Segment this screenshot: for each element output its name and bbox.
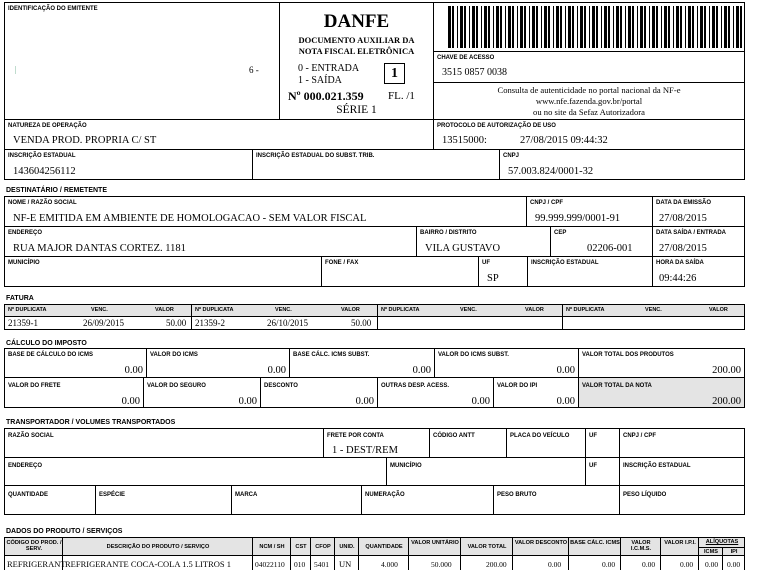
dest-ie-label: INSCRIÇÃO ESTADUAL — [531, 260, 599, 266]
barcode-bar — [664, 6, 667, 48]
prod-aliq-ipi: 0.00 — [727, 560, 741, 569]
barcode-bar — [700, 6, 703, 48]
dest-hora-value: 09:44:26 — [659, 273, 697, 284]
prod-h-quantidade: QUANTIDADE — [365, 544, 403, 550]
produtos-section-title: DADOS DO PRODUTO / SERVIÇOS — [6, 528, 123, 535]
protocolo-value: 13515000: — [442, 135, 487, 146]
barcode — [448, 6, 748, 48]
danfe-box — [279, 2, 434, 120]
prod-h-unid: UNID. — [339, 544, 355, 550]
ie-subst-label: INSCRIÇÃO ESTADUAL DO SUBST. TRIB. — [256, 153, 375, 159]
barcode-bar — [613, 6, 614, 48]
imposto-base-icms — [4, 348, 147, 378]
barcode-bar — [560, 6, 562, 48]
danfe-saida: 1 - SAÍDA — [298, 75, 342, 86]
imposto-outras-value: 0.00 — [471, 396, 490, 407]
fatura-valor-2: 50.00 — [351, 318, 372, 328]
imposto-base-subst — [289, 348, 435, 378]
barcode-bar — [637, 6, 638, 48]
imposto-valor-subst-label: VALOR DO ICMS SUBST. — [438, 352, 509, 358]
danfe-serie: SÉRIE 1 — [336, 104, 377, 116]
prod-cfop: 5401 — [314, 560, 329, 569]
barcode-bar — [488, 6, 490, 48]
danfe-subtitle-1: DOCUMENTO AUXILIAR DA — [298, 35, 415, 45]
fatura-venc-2: 26/10/2015 — [267, 318, 309, 328]
imposto-ipi — [493, 377, 579, 408]
natureza-label: NATUREZA DE OPERAÇÃO — [8, 123, 87, 129]
barcode-bar — [452, 6, 454, 48]
prod-quantidade: 4.000 — [381, 560, 398, 569]
transportador-section-title: TRANSPORTADOR / VOLUMES TRANSPORTADOS — [6, 419, 176, 426]
transp-quantidade-label: QUANTIDADE — [8, 492, 48, 498]
dest-bairro-box — [416, 226, 551, 257]
produtos-col-line — [698, 537, 699, 570]
prod-h-icms: VALOR I.C.M.S. — [630, 540, 652, 552]
barcode-bar — [661, 6, 662, 48]
barcode-bar — [484, 6, 487, 48]
chave-label: CHAVE DE ACESSO — [437, 55, 495, 61]
imposto-total-nota — [578, 377, 745, 408]
fatura-col-div-1 — [191, 305, 192, 329]
produtos-col-line — [334, 537, 335, 570]
transp-numeracao-label: NUMERAÇÃO — [365, 492, 405, 498]
dest-nome-value: NF-E EMITIDA EM AMBIENTE DE HOMOLOGACAO - SEM VALOR FISCAL — [13, 213, 367, 224]
transp-frete-value: 1 - DEST/REM — [332, 445, 398, 456]
prod-base: 0.00 — [602, 560, 616, 569]
produtos-col-line — [460, 537, 461, 570]
prod-h-desconto: VALOR DESCONTO — [514, 540, 568, 546]
barcode-bar — [649, 6, 650, 48]
transp-placa — [506, 428, 586, 458]
imposto-valor-subst-value: 0.00 — [556, 365, 575, 376]
dest-emissao-value: 27/08/2015 — [659, 213, 707, 224]
transp-peso-liquido-label: PESO LÍQUIDO — [623, 492, 667, 498]
dest-cnpj-box — [526, 196, 653, 227]
barcode-bar — [652, 6, 655, 48]
imposto-desconto — [260, 377, 378, 408]
prod-h-aliq-icms: ICMS — [704, 549, 718, 555]
barcode-bar — [496, 6, 499, 48]
imposto-outras — [377, 377, 494, 408]
cnpj-emit-box — [499, 149, 745, 180]
imposto-base-subst-label: BASE CÁLC. ICMS SUBST. — [293, 352, 370, 358]
barcode-bar — [572, 6, 574, 48]
transp-especie — [95, 485, 232, 515]
prod-h-descricao: DESCRIÇÃO DO PRODUTO / SERVIÇO — [106, 544, 210, 550]
barcode-bar — [580, 6, 583, 48]
consulta-line-1: Consulta de autenticidade no portal nacional da NF-e — [497, 85, 681, 95]
imposto-valor-icms-label: VALOR DO ICMS — [150, 352, 198, 358]
produtos-col-line — [62, 537, 63, 570]
imposto-valor-icms — [146, 348, 290, 378]
transp-municipio-label: MUNICÍPIO — [390, 463, 422, 469]
fatura-h-dup-1: Nº DUPLICATA — [8, 307, 47, 313]
barcode-bar — [517, 6, 518, 48]
imposto-frete — [4, 377, 144, 408]
transp-frete-label: FRETE POR CONTA — [327, 433, 384, 439]
barcode-bar — [676, 6, 679, 48]
produtos-col-line — [660, 537, 661, 570]
fatura-table — [4, 304, 745, 330]
produtos-col-line — [722, 547, 723, 570]
prod-desconto: 0.00 — [548, 560, 562, 569]
imposto-outras-label: OUTRAS DESP. ACESS. — [381, 383, 450, 389]
transp-uf — [585, 428, 620, 458]
consulta-line-3: ou no site da Sefaz Autorizadora — [533, 107, 645, 117]
transp-razao — [4, 428, 324, 458]
barcode-bar — [448, 6, 451, 48]
barcode-bar — [577, 6, 578, 48]
barcode-bar — [668, 6, 670, 48]
chave-value: 3515 0857 0038 — [442, 67, 507, 78]
imposto-total-nota-label: VALOR TOTAL DA NOTA — [582, 383, 652, 389]
dest-municipio-label: MUNICÍPIO — [8, 260, 40, 266]
transp-quantidade — [4, 485, 96, 515]
barcode-bar — [464, 6, 466, 48]
imposto-total-produtos — [578, 348, 745, 378]
barcode-bar — [512, 6, 514, 48]
dest-fone-box — [321, 256, 479, 287]
fatura-h-valor-1: VALOR — [155, 307, 174, 313]
dest-saida-value: 27/08/2015 — [659, 243, 707, 254]
barcode-bar — [601, 6, 602, 48]
barcode-bar — [673, 6, 674, 48]
dest-saida-box — [652, 226, 745, 257]
imposto-section-title: CÁLCULO DO IMPOSTO — [6, 340, 87, 347]
imposto-desconto-label: DESCONTO — [264, 383, 298, 389]
dest-nome-box — [4, 196, 527, 227]
transp-frete — [323, 428, 430, 458]
barcode-bar — [493, 6, 494, 48]
emitente-label: IDENTIFICAÇÃO DO EMITENTE — [8, 6, 98, 12]
fatura-h-dup-4: Nº DUPLICATA — [566, 307, 605, 313]
barcode-bar — [625, 6, 626, 48]
imposto-base-subst-value: 0.00 — [412, 365, 431, 376]
barcode-bar — [728, 6, 730, 48]
barcode-bar — [692, 6, 694, 48]
transp-razao-label: RAZÃO SOCIAL — [8, 433, 54, 439]
produtos-col-line — [358, 537, 359, 570]
cnpj-emit-label: CNPJ — [503, 153, 520, 159]
fatura-col-div-3 — [562, 305, 563, 329]
prod-h-unitario: VALOR UNITÁRIO — [411, 540, 459, 546]
barcode-bar — [568, 6, 571, 48]
barcode-bar — [536, 6, 538, 48]
transp-cnpj-label: CNPJ / CPF — [623, 433, 657, 439]
transp-peso-bruto — [493, 485, 620, 515]
fatura-venc-1: 26/09/2015 — [83, 318, 125, 328]
transp-marca — [231, 485, 362, 515]
barcode-bar — [469, 6, 470, 48]
imposto-seguro-value: 0.00 — [238, 396, 257, 407]
fatura-h-dup-3: Nº DUPLICATA — [381, 307, 420, 313]
barcode-bar — [505, 6, 506, 48]
barcode-bar — [476, 6, 478, 48]
dest-municipio-box — [4, 256, 322, 287]
fatura-valor-1: 50.00 — [166, 318, 187, 328]
fatura-dup-2: 21359-2 — [195, 318, 225, 328]
dest-uf-box — [478, 256, 528, 287]
dest-bairro-label: BAIRRO / DISTRITO — [420, 230, 477, 236]
prod-h-aliquotas: ALÍQUOTAS — [705, 539, 739, 545]
fatura-section-title: FATURA — [6, 295, 34, 302]
prod-h-cst: CST — [295, 544, 307, 550]
dest-cnpj-label: CNPJ / CPF — [530, 200, 564, 206]
barcode-bar — [584, 6, 586, 48]
imposto-frete-value: 0.00 — [121, 396, 140, 407]
danfe-title: DANFE — [323, 11, 390, 32]
produtos-header — [4, 537, 745, 556]
barcode-bar — [460, 6, 463, 48]
protocolo-label: PROTOCOLO DE AUTORIZAÇÃO DE USO — [437, 123, 556, 129]
dest-cep-label: CEP — [554, 230, 567, 236]
fatura-header-row — [5, 305, 744, 317]
produtos-col-line — [310, 537, 311, 570]
prod-unitario: 50.000 — [431, 560, 452, 569]
dest-hora-box — [652, 256, 745, 287]
imposto-ipi-value: 0.00 — [556, 396, 575, 407]
produtos-row — [4, 555, 745, 570]
prod-ipi: 0.00 — [680, 560, 694, 569]
dest-endereco-label: ENDEREÇO — [8, 230, 43, 236]
produtos-col-line — [620, 537, 621, 570]
barcode-bar — [524, 6, 526, 48]
fatura-h-venc-4: VENC. — [645, 307, 662, 313]
transp-municipio — [386, 457, 586, 486]
transp-endereco — [4, 457, 387, 486]
barcode-bar — [472, 6, 475, 48]
barcode-bar — [529, 6, 530, 48]
transp-marca-label: MARCA — [235, 492, 258, 498]
dest-nome-label: NOME / RAZÃO SOCIAL — [8, 200, 77, 206]
imposto-ipi-label: VALOR DO IPI — [497, 383, 538, 389]
fatura-h-venc-3: VENC. — [460, 307, 477, 313]
barcode-bar — [656, 6, 658, 48]
protocolo-datetime: 27/08/2015 09:44:32 — [520, 135, 608, 146]
ie-subst-box — [252, 149, 500, 180]
barcode-bar — [685, 6, 686, 48]
ie-box — [4, 149, 253, 180]
produtos-col-line — [290, 537, 291, 570]
imposto-valor-icms-value: 0.00 — [267, 365, 286, 376]
transp-antt — [429, 428, 507, 458]
aliquotas-divider — [698, 547, 745, 548]
dest-cnpj-value: 99.999.999/0001-91 — [535, 213, 621, 224]
prod-ncm: 04022110 — [255, 560, 285, 569]
barcode-bar — [592, 6, 595, 48]
transp-uf-label: UF — [589, 433, 597, 439]
ie-value: 143604256112 — [13, 166, 76, 177]
barcode-bar — [589, 6, 590, 48]
prod-h-base: BASE CÁLC. ICMS — [570, 540, 620, 546]
prod-descricao: REFRIGERANTE COCA-COLA 1.5 LITROS 1 — [65, 559, 231, 569]
barcode-bar — [457, 6, 458, 48]
transp-ie — [619, 457, 745, 486]
dest-endereco-box — [4, 226, 417, 257]
barcode-bar — [697, 6, 698, 48]
barcode-bar — [548, 6, 550, 48]
imposto-frete-label: VALOR DO FRETE — [8, 383, 61, 389]
dest-uf-label: UF — [482, 260, 490, 266]
cnpj-emit-value: 57.003.824/0001-32 — [508, 166, 594, 177]
emitente-box — [4, 2, 280, 120]
dest-cep-box — [550, 226, 653, 257]
transp-ie-label: INSCRIÇÃO ESTADUAL — [623, 463, 691, 469]
prod-h-total: VALOR TOTAL — [467, 544, 507, 550]
dest-uf-value: SP — [487, 273, 499, 284]
transp-numeracao — [361, 485, 494, 515]
dest-cep-value: 02206-001 — [587, 243, 633, 254]
produtos-col-line — [252, 537, 253, 570]
barcode-bar — [553, 6, 554, 48]
destinatario-section-title: DESTINATÁRIO / REMETENTE — [6, 187, 107, 194]
prod-h-aliq-ipi: IPI — [730, 549, 738, 555]
barcode-bar — [716, 6, 718, 48]
barcode-bar — [644, 6, 646, 48]
barcode-bar — [556, 6, 559, 48]
transp-especie-label: ESPÉCIE — [99, 492, 126, 498]
imposto-total-nota-value: 200.00 — [712, 396, 741, 407]
dest-bairro-value: VILA GUSTAVO — [425, 243, 501, 254]
prod-h-cfop: CFOP — [315, 544, 331, 550]
barcode-bar — [704, 6, 706, 48]
fatura-h-valor-3: VALOR — [525, 307, 544, 313]
barcode-bar — [541, 6, 542, 48]
fatura-h-venc-1: VENC. — [91, 307, 108, 313]
imposto-valor-subst — [434, 348, 579, 378]
danfe-tipo-box: 1 — [384, 63, 405, 84]
emitente-mark-left: | — [15, 65, 17, 74]
ie-label: INSCRIÇÃO ESTADUAL — [8, 153, 76, 159]
prod-aliq-icms: 0.00 — [705, 560, 719, 569]
barcode-bar — [736, 6, 739, 48]
barcode-bar — [740, 6, 742, 48]
produtos-col-line — [512, 537, 513, 570]
prod-icms: 0.00 — [642, 560, 656, 569]
barcode-box — [433, 2, 745, 52]
fatura-h-valor-4: VALOR — [709, 307, 728, 313]
transp-uf2-label: UF — [589, 463, 597, 469]
barcode-bar — [721, 6, 722, 48]
fatura-dup-1: 21359-1 — [8, 318, 38, 328]
transp-uf2 — [585, 457, 620, 486]
barcode-bar — [712, 6, 715, 48]
danfe-numero: Nº 000.021.359 — [288, 89, 364, 103]
imposto-desconto-value: 0.00 — [355, 396, 374, 407]
fatura-h-venc-2: VENC. — [275, 307, 292, 313]
barcode-bar — [604, 6, 607, 48]
prod-h-ipi: VALOR I.P.I. — [664, 540, 696, 546]
barcode-bar — [565, 6, 566, 48]
dest-endereco-value: RUA MAJOR DANTAS CORTEZ. 1181 — [13, 243, 186, 254]
protocolo-box — [433, 119, 745, 150]
fatura-h-dup-2: Nº DUPLICATA — [195, 307, 234, 313]
barcode-bar — [596, 6, 598, 48]
barcode-bar — [709, 6, 710, 48]
barcode-bar — [544, 6, 547, 48]
fatura-h-valor-2: VALOR — [341, 307, 360, 313]
barcode-bar — [733, 6, 734, 48]
transp-placa-label: PLACA DO VEÍCULO — [510, 433, 570, 439]
barcode-bar — [680, 6, 682, 48]
dest-hora-label: HORA DA SAÍDA — [656, 260, 704, 266]
imposto-total-produtos-label: VALOR TOTAL DOS PRODUTOS — [582, 352, 674, 358]
prod-h-ncm: NCM / SH — [259, 544, 285, 550]
produtos-col-line — [408, 537, 409, 570]
barcode-bar — [481, 6, 482, 48]
imposto-seguro-label: VALOR DO SEGURO — [147, 383, 206, 389]
dest-saida-label: DATA SAÍDA / ENTRADA — [656, 230, 726, 236]
barcode-bar — [616, 6, 619, 48]
consulta-line-2: www.nfe.fazenda.gov.br/portal — [535, 96, 643, 106]
dest-emissao-box — [652, 196, 745, 227]
dest-emissao-label: DATA DA EMISSÃO — [656, 200, 711, 206]
produtos-col-line — [568, 537, 569, 570]
barcode-bar — [508, 6, 511, 48]
barcode-bar — [620, 6, 622, 48]
barcode-bar — [500, 6, 502, 48]
prod-cst: 010 — [294, 560, 306, 569]
imposto-seguro — [143, 377, 261, 408]
chave-box — [433, 51, 745, 120]
natureza-value: VENDA PROD. PROPRIA C/ ST — [13, 135, 157, 146]
dest-ie-box — [527, 256, 653, 287]
danfe-folha: FL. /1 — [388, 90, 415, 102]
transp-peso-bruto-label: PESO BRUTO — [497, 492, 537, 498]
natureza-box — [4, 119, 435, 150]
barcode-bar — [628, 6, 631, 48]
barcode-bar — [520, 6, 523, 48]
barcode-bar — [608, 6, 610, 48]
dest-fone-label: FONE / FAX — [325, 260, 359, 266]
transp-cnpj — [619, 428, 745, 458]
danfe-entrada: 0 - ENTRADA — [298, 63, 360, 74]
barcode-bar — [532, 6, 535, 48]
transp-antt-label: CÓDIGO ANTT — [433, 433, 475, 439]
prod-unid: UN — [339, 559, 352, 569]
prod-codigo: REFRIGERANT — [7, 559, 66, 569]
imposto-base-icms-value: 0.00 — [124, 365, 143, 376]
chave-divider — [434, 82, 744, 83]
danfe-subtitle-2: NOTA FISCAL ELETRÔNICA — [298, 46, 415, 56]
barcode-bar — [632, 6, 634, 48]
barcode-bar — [640, 6, 643, 48]
transp-peso-liquido — [619, 485, 745, 515]
transp-endereco-label: ENDEREÇO — [8, 463, 43, 469]
barcode-bar — [724, 6, 727, 48]
emitente-mark-right: 6 - — [249, 65, 259, 75]
prod-h-codigo: CÓDIGO DO PROD. / SERV. — [6, 540, 62, 552]
fatura-col-div-2 — [377, 305, 378, 329]
imposto-total-produtos-value: 200.00 — [712, 365, 741, 376]
prod-total: 200.00 — [486, 560, 507, 569]
imposto-base-icms-label: BASE DE CÁLCULO DO ICMS — [8, 352, 94, 358]
barcode-bar — [688, 6, 691, 48]
